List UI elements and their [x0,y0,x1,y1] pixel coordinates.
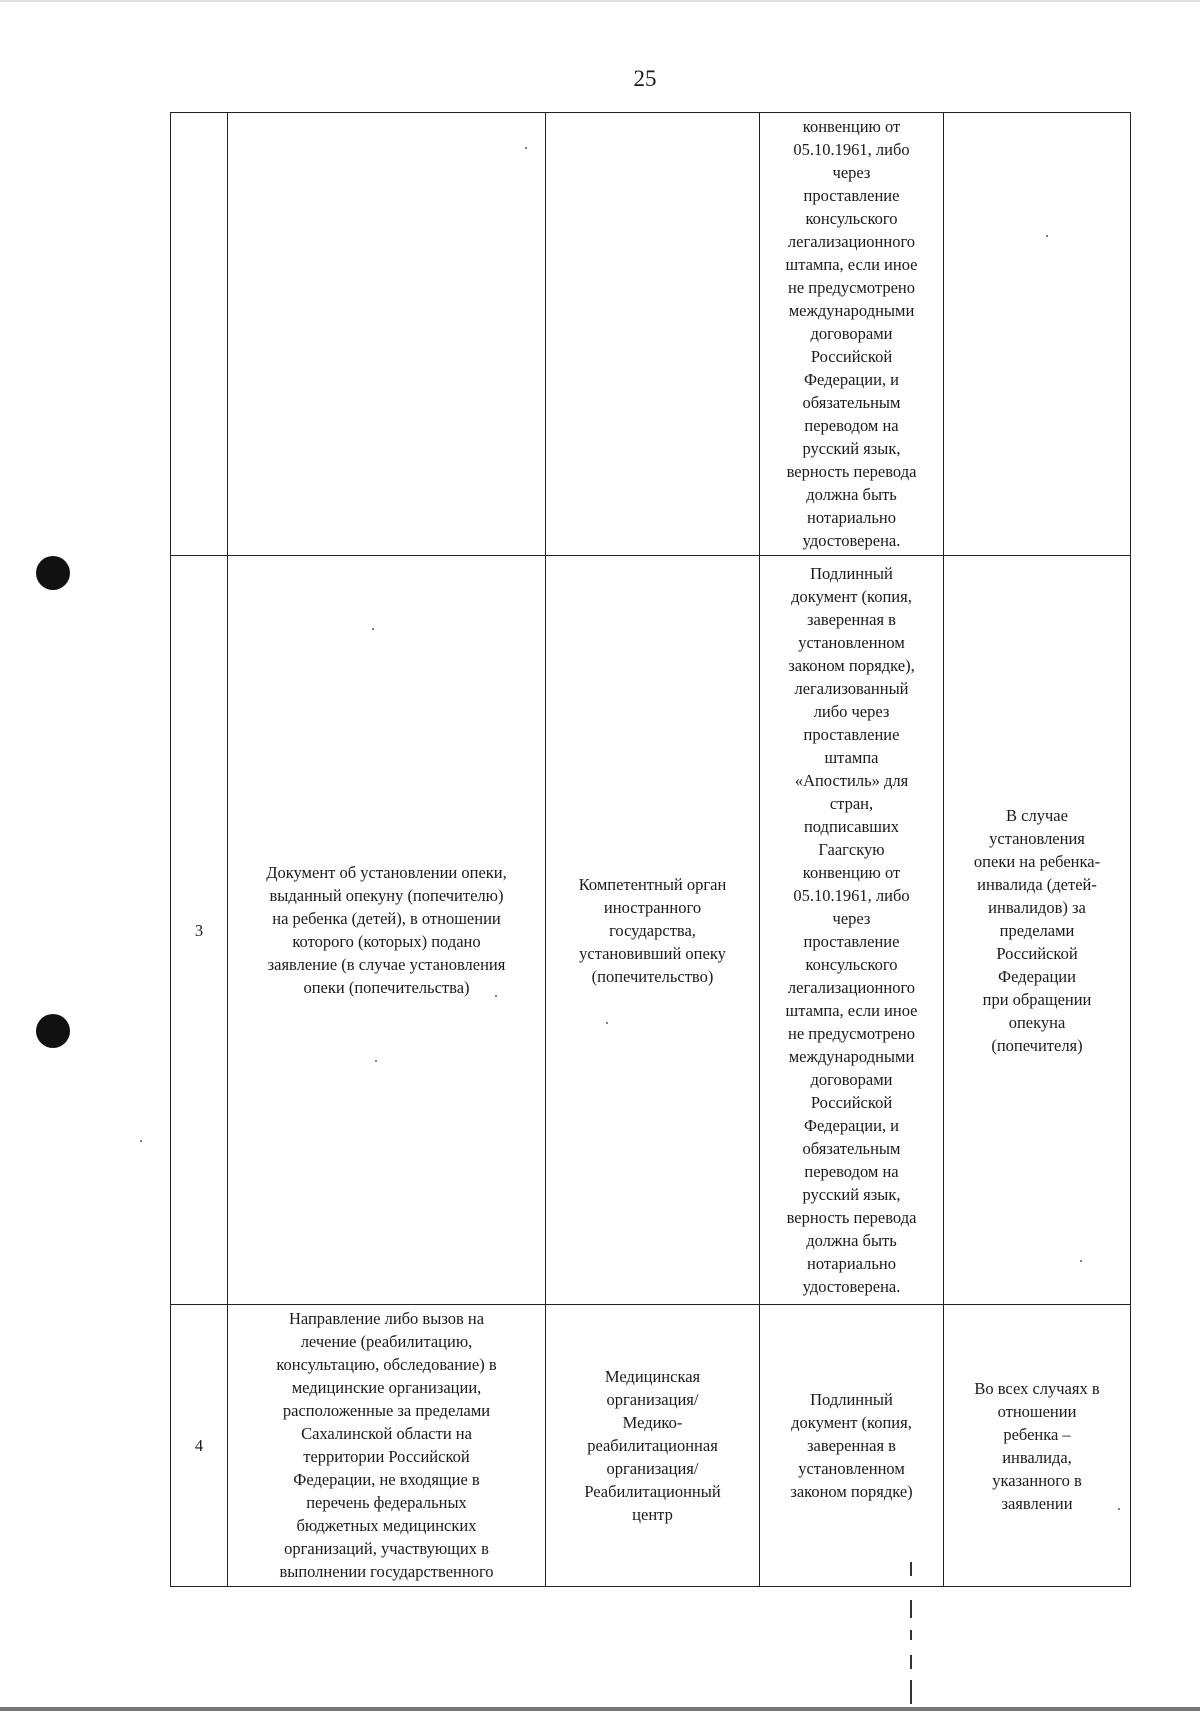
punch-hole-bottom [36,1014,70,1048]
scan-bottom-edge [0,1707,1200,1711]
row-number-cell [171,556,228,1305]
scan-speck [525,147,527,149]
issuer-cell [546,1305,760,1587]
scan-speck [375,1060,377,1062]
scan-mark [910,1655,912,1669]
requirements-cell [760,113,944,556]
document-name: Документ об установлении опеки, выданный опекуну (попечителю) на ребенка (детей), в отношении которого (которых) подано заявление (в случае установления опеки (попечительства) [266,863,507,997]
table-row [171,113,1131,556]
issuer-name: Медицинская организация/ Медико- реабилитационная организация/ Реабилитационный центр [584,1367,721,1524]
scan-speck [140,1140,142,1142]
scan-mark [910,1600,912,1618]
document-name: Направление либо вызов на лечение (реабилитацию, консультацию, обследование) в медицинские организации, расположенные за пределами Сахалинской области на территории Российской Федерации, не входящие в перечень федеральных бюджетных медицинских организаций, участвующих в выполнении государственного [276,1309,497,1581]
issuer-cell [546,113,760,556]
document-cell [228,113,546,556]
requirements-cell [760,1305,944,1587]
row-number-cell [171,113,228,556]
scan-speck [495,995,497,997]
submission-condition: Во всех случаях в отношении ребенка – инвалида, указанного в заявлении [974,1378,1100,1513]
scan-speck [1046,235,1048,237]
scan-speck [372,628,374,630]
table-row [171,1305,1131,1587]
scan-mark [910,1630,912,1640]
scan-speck [1080,1260,1082,1262]
issuer-cell [546,556,760,1305]
document-cell [228,1305,546,1587]
document-requirements: Подлинный документ (копия, заверенная в установленном законом порядке) [790,1390,913,1501]
document-requirements: Подлинный документ (копия, заверенная в установленном законом порядке), легализованный либо через проставление штампа «Апостиль» для стран, подписавших Гаагскую конвенцию от 05.10.1961, либо через проставление консульского легализационного штампа, если иное не предусмотрено международными договорами Российской Федерации, и обязательным переводом на русский язык, верность перевода должна быть нотариально удостоверена. [785,564,918,1296]
scan-mark [910,1562,912,1576]
issuer-name: Компетентный орган иностранного государства, установивший опеку (попечительство) [578,874,727,986]
condition-cell [944,113,1131,556]
requirements-cell [760,556,944,1305]
scan-top-edge [0,0,1200,2]
condition-cell [944,556,1131,1305]
row-number-cell [171,1305,228,1587]
table-row [171,556,1131,1305]
scan-speck [606,1022,608,1024]
scan-mark [910,1680,912,1704]
condition-cell [944,1305,1131,1587]
document-cell [228,556,546,1305]
document-requirements: конвенцию от 05.10.1961, либо через проставление консульского легализационного штампа, если иное не предусмотрено международными договорами Российской Федерации, и обязательным переводом на русский язык, верность перевода должна быть нотариально удостоверена. [785,117,918,550]
row-number: 4 [194,1436,204,1455]
row-number: 3 [194,920,204,940]
scan-speck [1118,1508,1120,1510]
submission-condition: В случае установления опеки на ребенка- инвалида (детей- инвалидов) за пределами Российской Федерации при обращении опекуна (попечителя) [973,805,1101,1055]
punch-hole-top [36,556,70,590]
page-number: 25 [633,66,657,91]
documents-table [170,112,1131,1587]
